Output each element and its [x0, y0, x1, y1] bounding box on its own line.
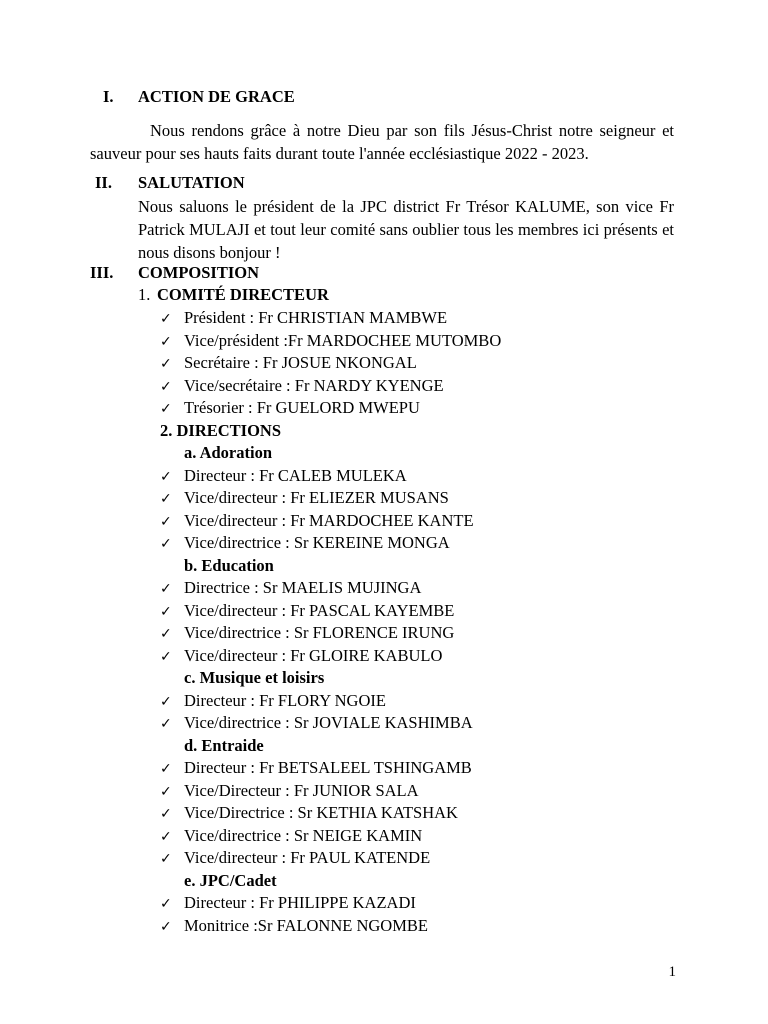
list-item: ✓ Vice/directeur : Fr MARDOCHEE KANTE — [160, 510, 474, 532]
checkmark-icon: ✓ — [160, 469, 172, 485]
list-item: ✓ Vice/Directrice : Sr KETHIA KATSHAK — [160, 802, 458, 824]
list-item: ✓ Vice/directrice : Sr KEREINE MONGA — [160, 532, 450, 554]
checkmark-icon: ✓ — [160, 581, 172, 597]
page-number: 1 — [668, 964, 676, 980]
checkmark-icon: ✓ — [160, 716, 172, 732]
checkmark-icon: ✓ — [160, 896, 172, 912]
checkmark-icon: ✓ — [160, 919, 172, 935]
list-item: ✓ Vice/directrice : Sr NEIGE KAMIN — [160, 825, 422, 847]
checkmark-icon: ✓ — [160, 829, 172, 845]
group-title-adoration: a. Adoration — [184, 443, 273, 462]
list-item: ✓ Vice/directrice : Sr FLORENCE IRUNG — [160, 622, 454, 644]
section-2-title: SALUTATION — [138, 173, 245, 192]
list-item: ✓ Vice/directeur : Fr GLOIRE KABULO — [160, 645, 442, 667]
list-item: ✓ Vice/secrétaire : Fr NARDY KYENGE — [160, 375, 444, 397]
group-title-entraide: d. Entraide — [184, 736, 264, 755]
checkmark-icon: ✓ — [160, 514, 172, 530]
list-item: ✓ Directrice : Sr MAELIS MUJINGA — [160, 577, 421, 599]
checkmark-icon: ✓ — [160, 694, 172, 710]
list-item: ✓ Vice/directeur : Fr PAUL KATENDE — [160, 847, 430, 869]
action-de-grace-paragraph — [90, 119, 674, 165]
checkmark-icon: ✓ — [160, 784, 172, 800]
checkmark-icon: ✓ — [160, 851, 172, 867]
checkmark-icon: ✓ — [160, 626, 172, 642]
list-item: ✓ Trésorier : Fr GUELORD MWEPU — [160, 397, 420, 419]
list-item: ✓ Directeur : Fr FLORY NGOIE — [160, 690, 386, 712]
group-title-education: b. Education — [184, 556, 274, 575]
section-2-number: II. — [95, 173, 112, 192]
list-item: ✓ Vice/président :Fr MARDOCHEE MUTOMBO — [160, 330, 501, 352]
list-item: ✓ Vice/directeur : Fr ELIEZER MUSANS — [160, 487, 449, 509]
checkmark-icon: ✓ — [160, 806, 172, 822]
list-item: ✓ Monitrice :Sr FALONNE NGOMBE — [160, 915, 428, 937]
section-3-title: COMPOSITION — [138, 263, 260, 282]
checkmark-icon: ✓ — [160, 356, 172, 372]
salutation-paragraph: Nous saluons le président de la JPC district Fr Trésor KALUME, son vice Fr Patrick MULAJI et tout leur comité sans oublier tous les membres ici présents et nous disons bonjour ! — [138, 197, 674, 262]
checkmark-icon: ✓ — [160, 536, 172, 552]
list-item: ✓ Président : Fr CHRISTIAN MAMBWE — [160, 307, 447, 329]
comite-title: COMITÉ DIRECTEUR — [157, 285, 329, 304]
list-item: ✓ Vice/Directeur : Fr JUNIOR SALA — [160, 780, 419, 802]
checkmark-icon: ✓ — [160, 401, 172, 417]
action-de-grace-text: Nous rendons grâce à notre Dieu par son fils Jésus-Christ notre seigneur et sauveur pour ses hauts faits durant toute l'année ecclésiastique 2022 - 2023. — [90, 121, 674, 163]
list-item: ✓ Vice/directeur : Fr PASCAL KAYEMBE — [160, 600, 454, 622]
checkmark-icon: ✓ — [160, 604, 172, 620]
checkmark-icon: ✓ — [160, 379, 172, 395]
group-title-jpc-cadet: e. JPC/Cadet — [184, 871, 277, 890]
list-item: ✓ Vice/directrice : Sr JOVIALE KASHIMBA — [160, 712, 473, 734]
list-item: ✓ Directeur : Fr CALEB MULEKA — [160, 465, 407, 487]
list-item: ✓ Secrétaire : Fr JOSUE NKONGAL — [160, 352, 417, 374]
checkmark-icon: ✓ — [160, 649, 172, 665]
section-3-number: III. — [90, 263, 114, 282]
checkmark-icon: ✓ — [160, 334, 172, 350]
section-1-title: ACTION DE GRACE — [138, 87, 295, 106]
section-1-number: I. — [103, 87, 114, 106]
checkmark-icon: ✓ — [160, 491, 172, 507]
comite-number: 1. — [138, 285, 151, 304]
checkmark-icon: ✓ — [160, 761, 172, 777]
group-title-musique: c. Musique et loisirs — [184, 668, 325, 687]
list-item: ✓ Directeur : Fr BETSALEEL TSHINGAMB — [160, 757, 472, 779]
checkmark-icon: ✓ — [160, 311, 172, 327]
directions-title: 2. DIRECTIONS — [160, 421, 282, 440]
list-item: ✓ Directeur : Fr PHILIPPE KAZADI — [160, 892, 416, 914]
